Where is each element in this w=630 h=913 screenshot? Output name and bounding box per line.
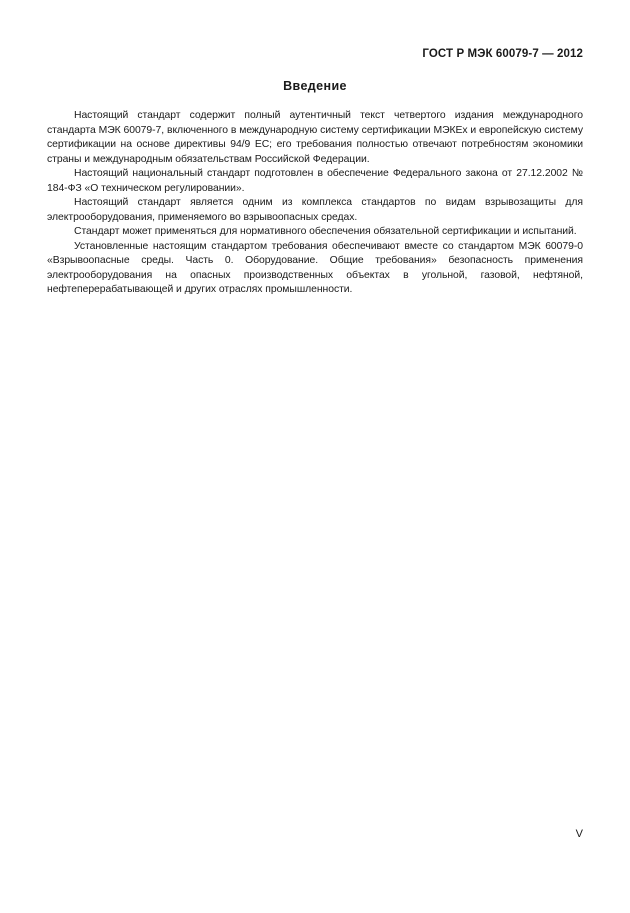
section-title: Введение [283,79,347,93]
document-code-header: ГОСТ Р МЭК 60079-7 — 2012 [422,48,583,60]
paragraph-certification: Стандарт может применяться для нормативного обеспечения обязательной сертификации и испытаний. [74,226,577,237]
paragraph-safety-requirements: Установленные настоящим стандартом требования обеспечивают вместе со стандартом МЭК 60079-0 «Взрывоопасные среды. Часть 0. Оборудование. Общие требования» безопасность применения электрооборудования на опасных производственных объектах в угольной, газовой, нефтяной, нефтеперерабатывающей и других отраслях промышленности. [47,240,583,295]
introduction-body [47,109,583,298]
page-number: V [575,828,583,840]
paragraph-authentic-text: Настоящий стандарт содержит полный аутентичный текст четвертого издания международного стандарта МЭК 60079-7, включенного в международную систему сертификации МЭКЕх и европейскую систему сертификации на основе директивы 94/9 ЕС; его требования полностью отвечают потребностям экономики страны и международным обязательствам Российской Федерации. [47,110,583,165]
paragraph-federal-law: Настоящий национальный стандарт подготовлен в обеспечение Федерального закона от 27.12.2002 № 184-ФЗ «О техническом регулировании». [47,168,583,194]
paragraph-standards-complex: Настоящий стандарт является одним из комплекса стандартов по видам взрывозащиты для электрооборудования, применяемого во взрывоопасных средах. [47,197,583,223]
